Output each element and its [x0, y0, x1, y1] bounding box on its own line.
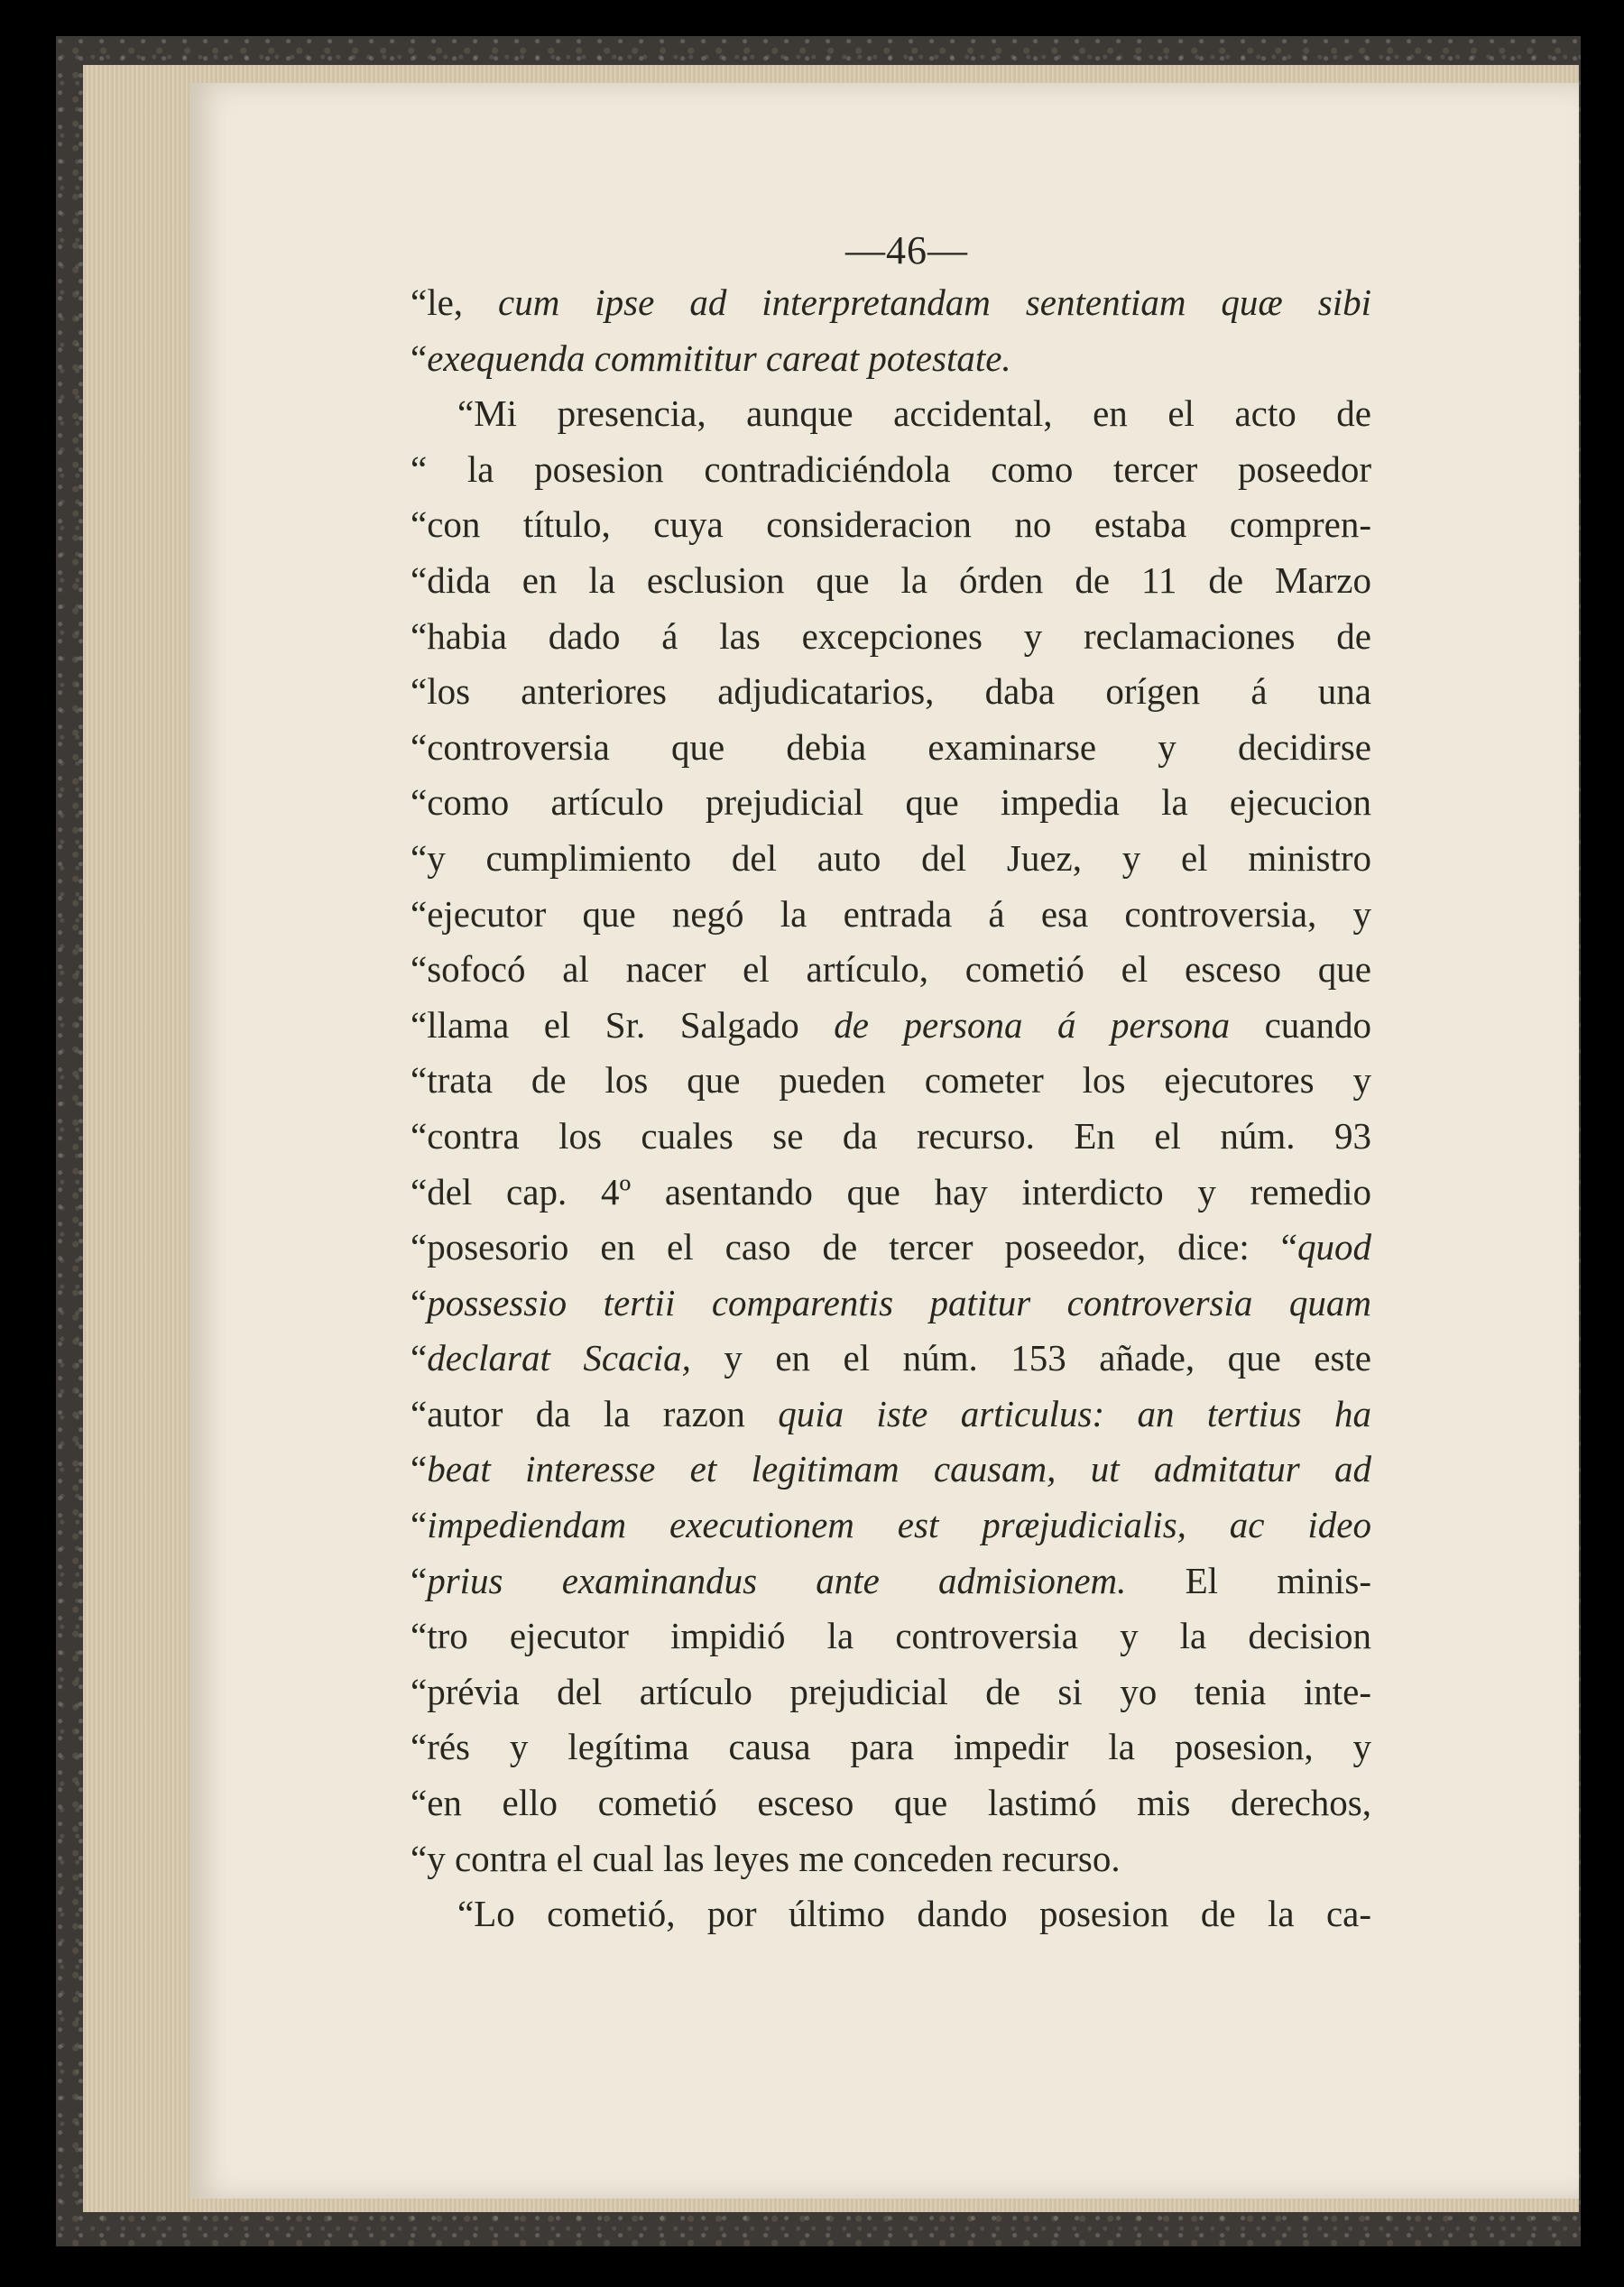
text-segment: “ [411, 1504, 428, 1546]
text-segment: “como artículo prejudicial que impedia la ejecucion [411, 781, 1371, 824]
text-line [411, 942, 1371, 998]
text-line [411, 1276, 1371, 1332]
text-segment: “sofocó al nacer el artículo, cometió el esceso que [411, 948, 1371, 991]
text-segment: “ [411, 1337, 428, 1379]
text-segment: “llama el Sr. Salgado [411, 1003, 835, 1046]
text-line [411, 1498, 1371, 1554]
text-segment: “tro ejecutor impidió la controversia y la decision [411, 1615, 1371, 1657]
text-line [411, 1554, 1371, 1609]
text-segment: “prévia del artículo prejudicial de si yo tenia inte- [411, 1670, 1371, 1712]
text-line [411, 1665, 1371, 1720]
text-line [411, 720, 1371, 776]
text-segment: cuando [1230, 1003, 1371, 1046]
text-line [411, 442, 1371, 498]
text-line [411, 998, 1371, 1054]
text-line [411, 1387, 1371, 1443]
text-segment: “ [411, 1281, 428, 1323]
text-line [411, 1220, 1371, 1276]
italic-text: quod [1297, 1226, 1371, 1268]
text-segment: “ [411, 1559, 428, 1601]
text-line [411, 1609, 1371, 1665]
text-line [411, 497, 1371, 553]
italic-text: cum ipse ad interpretandam sententiam quæ sibi [498, 281, 1371, 323]
text-line [411, 553, 1371, 609]
text-segment: “Mi presencia, aunque accidental, en el acto de [457, 392, 1371, 435]
text-line [411, 775, 1371, 831]
text-line [411, 1442, 1371, 1498]
italic-text: de persona á persona [834, 1003, 1231, 1046]
page-number: —46— [845, 228, 968, 272]
text-segment: “contra los cuales se da recurso. En el núm. 93 [411, 1114, 1371, 1157]
text-line [411, 664, 1371, 720]
text-line [411, 887, 1371, 943]
text-segment: “con título, cuya consideracion no estaba compren- [411, 503, 1371, 546]
text-segment: “ [411, 1448, 428, 1490]
italic-text: quia iste articulus: an tertius ha [778, 1392, 1371, 1434]
text-line [411, 275, 1371, 331]
text-line [411, 1775, 1371, 1831]
text-segment: “trata de los que pueden cometer los ejecutores y [411, 1059, 1371, 1102]
italic-text: possessio tertii comparentis patitur controversia quam [427, 1281, 1371, 1323]
text-segment: “habia dado á las excepciones y reclamaciones de [411, 614, 1371, 657]
text-segment: “y contra el cual las leyes me conceden recurso. [411, 1837, 1121, 1879]
text-segment: “ejecutor que negó la entrada á esa controversia, y [411, 892, 1371, 935]
text-line [411, 1886, 1371, 1942]
text-segment: “en ello cometió esceso que lastimó mis derechos, [411, 1782, 1371, 1824]
text-line [411, 609, 1371, 665]
italic-text: exequenda commititur careat potestate. [427, 337, 1011, 379]
text-line [411, 1109, 1371, 1165]
text-line [411, 1720, 1371, 1775]
text-segment: “le, [411, 281, 499, 323]
text-line [411, 331, 1371, 387]
italic-text: impediendam executionem est præjudicialis, ac ideo [427, 1504, 1371, 1546]
italic-text: prius examinandus ante admisionem. [427, 1559, 1127, 1601]
text-segment: “posesorio en el caso de tercer poseedor, dice: “ [411, 1226, 1297, 1268]
text-segment: “Lo cometió, por último dando posesion de la ca- [457, 1893, 1371, 1935]
italic-text: declarat Scacia, [427, 1337, 691, 1379]
text-segment: “dida en la esclusion que la órden de 11 de Marzo [411, 558, 1371, 601]
italic-text: beat interesse et legitimam causam, ut admitatur ad [427, 1448, 1371, 1490]
page-text [411, 275, 1371, 1942]
text-segment: “controversia que debia examinarse y decidirse [411, 725, 1371, 768]
text-line [411, 831, 1371, 887]
text-line [411, 1831, 1371, 1887]
text-segment: “ [411, 337, 428, 379]
text-segment: y en el núm. 153 añade, que este [690, 1337, 1372, 1379]
text-line [411, 386, 1371, 442]
text-segment: El minis- [1126, 1559, 1371, 1601]
text-segment: “autor da la razon [411, 1392, 779, 1434]
text-segment: “los anteriores adjudicatarios, daba orígen á una [411, 670, 1371, 713]
text-line [411, 1053, 1371, 1109]
text-segment: “y cumplimiento del auto del Juez, y el ministro [411, 836, 1371, 879]
text-segment: “del cap. 4º asentando que hay interdicto y remedio [411, 1170, 1371, 1213]
text-segment: “rés y legítima causa para impedir la posesion, y [411, 1726, 1371, 1768]
text-segment: “ la posesion contradiciéndola como tercer poseedor [411, 447, 1371, 490]
text-line [411, 1165, 1371, 1221]
text-line [411, 1331, 1371, 1387]
